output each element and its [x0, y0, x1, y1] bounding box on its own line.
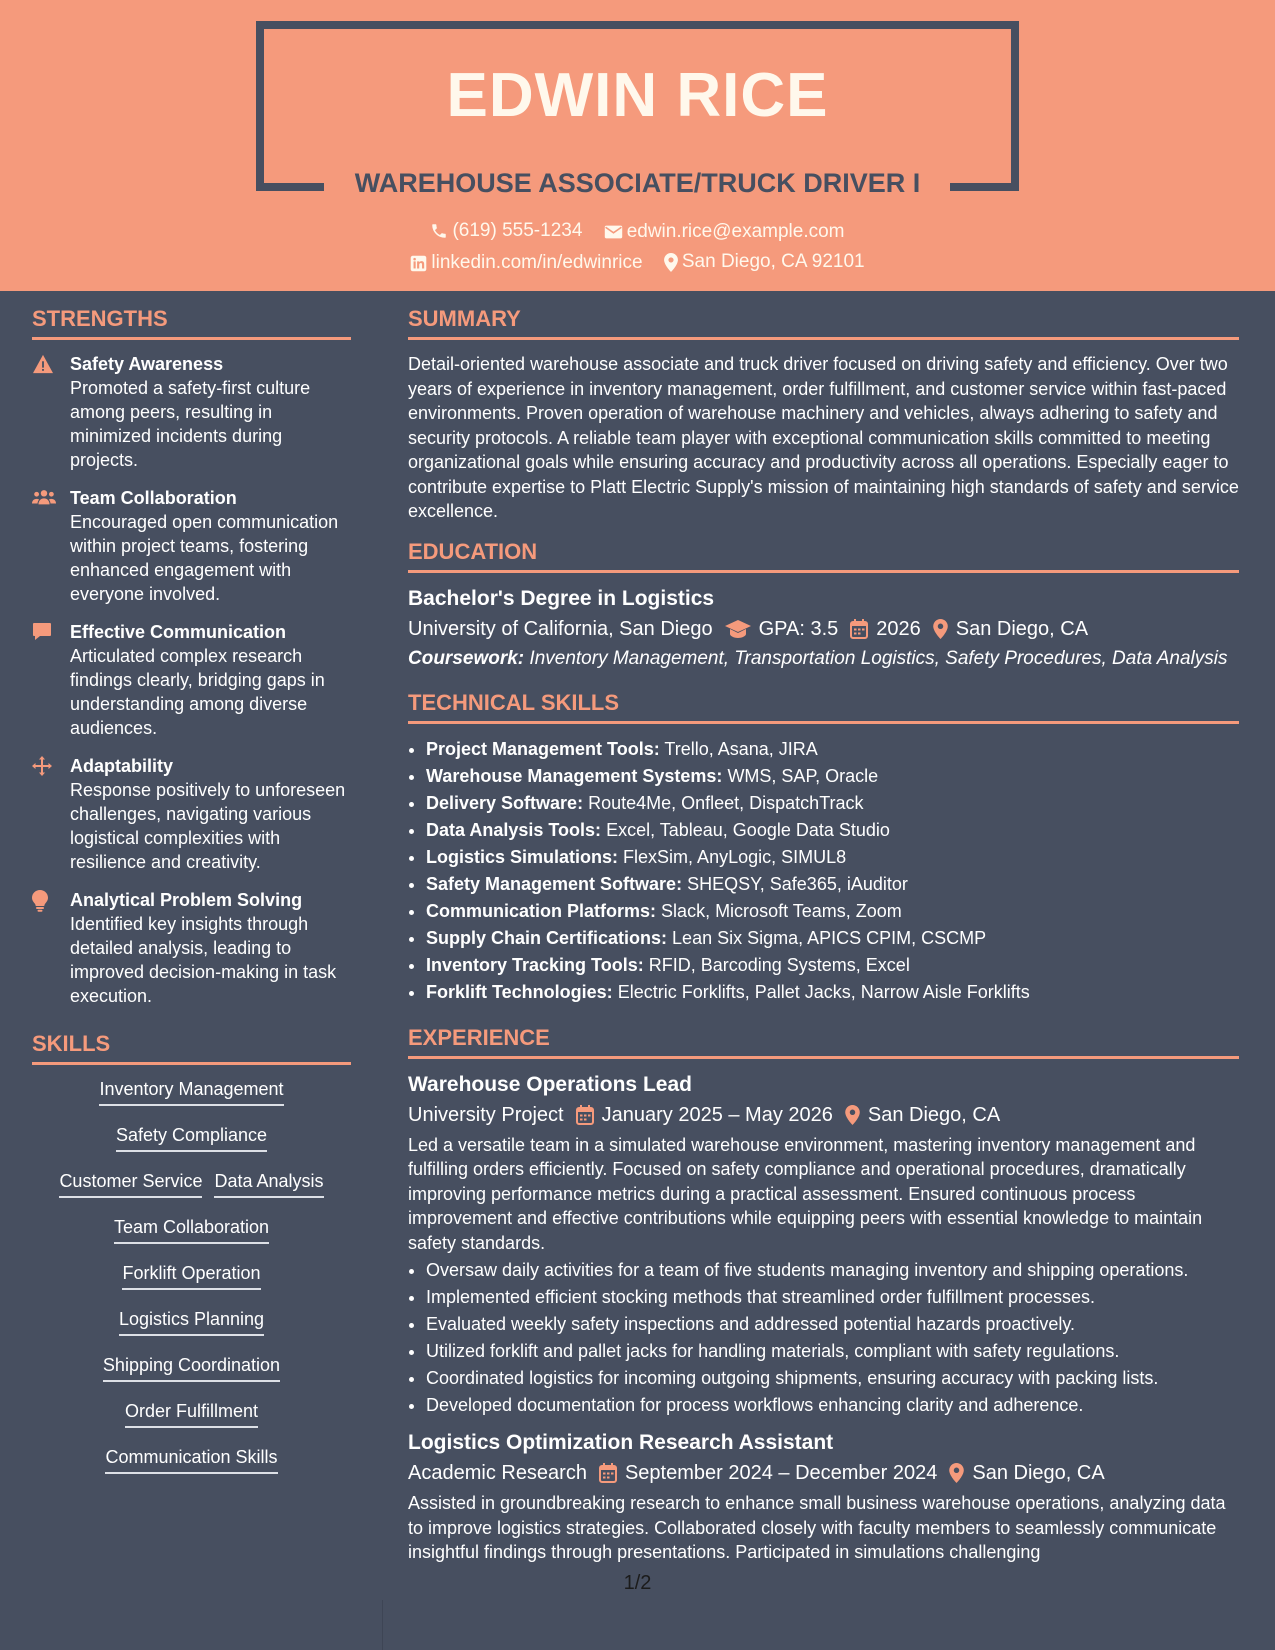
job-meta — [408, 1101, 1239, 1129]
skill-tag: Forklift Operation — [122, 1261, 260, 1290]
skill-tag: Communication Skills — [105, 1445, 277, 1474]
strength-description: Promoted a safety-first culture among peers, resulting in minimized incidents during projects. — [70, 378, 311, 470]
skill-values: Lean Six Sigma, APICS CPIM, CSCMP — [672, 927, 987, 948]
skill-values: Excel, Tableau, Google Data Studio — [606, 819, 890, 840]
skill-values: WMS, SAP, Oracle — [727, 765, 879, 786]
lightbulb-icon — [32, 890, 48, 912]
skill-category: Project Management Tools: — [426, 738, 660, 759]
warning-icon — [32, 354, 54, 374]
calendar-icon — [599, 1463, 617, 1483]
list-item — [426, 790, 1239, 817]
contact-row — [0, 251, 1275, 278]
skill-category: Warehouse Management Systems: — [426, 765, 723, 786]
job-dates: January 2025 – May 2026 — [601, 1103, 833, 1126]
list-item: • Oversaw daily activities for a team of five students managing inventory and shipping operations. — [426, 1257, 1239, 1284]
graduation-cap-icon — [725, 620, 751, 638]
job-meta — [408, 1459, 1239, 1487]
comment-icon — [32, 622, 52, 642]
skill-values: RFID, Barcoding Systems, Excel — [648, 954, 910, 975]
skills-list — [32, 1077, 351, 1474]
strength-item — [32, 620, 351, 740]
list-item: • Utilized forklift and pallet jacks for handling materials, compliant with safety regulations. — [426, 1338, 1239, 1365]
email-item[interactable] — [604, 221, 845, 243]
job-location: San Diego, CA — [972, 1462, 1105, 1484]
job-organization: Academic Research — [408, 1462, 587, 1484]
header-frame — [256, 21, 1019, 29]
list-item — [426, 763, 1239, 790]
experience-heading: EXPERIENCE — [408, 1024, 1239, 1059]
school-name: University of California, San Diego — [408, 617, 713, 640]
education-location: San Diego, CA — [955, 617, 1089, 640]
list-item — [426, 736, 1239, 763]
job-entry — [408, 1429, 1239, 1565]
list-item: • Developed documentation for process workflows enhancing clarity and adherence. — [426, 1392, 1239, 1419]
job-dates: September 2024 – December 2024 — [624, 1462, 938, 1484]
list-item: • Evaluated weekly safety inspections and addressed potential hazards proactively. — [426, 1311, 1239, 1338]
education-meta — [408, 615, 1239, 643]
map-pin-icon — [845, 1105, 860, 1125]
users-icon — [32, 488, 56, 506]
contact-row — [0, 220, 1275, 246]
list-item — [426, 952, 1239, 979]
arrows-icon — [32, 756, 52, 776]
skill-category: Data Analysis Tools: — [426, 819, 602, 840]
strength-description: Identified key insights through detailed analysis, leading to improved decision-making in task execution. — [70, 914, 337, 1006]
job-position: Logistics Optimization Research Assistant — [408, 1431, 834, 1454]
candidate-name: EDWIN RICE — [446, 61, 829, 130]
list-item: • Coordinated logistics for incoming outgoing shipments, ensuring accuracy with packing lists. — [426, 1365, 1239, 1392]
graduation-year: 2026 — [876, 617, 921, 640]
map-pin-icon — [933, 619, 948, 639]
strength-title: Safety Awareness — [70, 354, 224, 374]
skill-tag: Order Fulfillment — [125, 1399, 258, 1428]
job-bullets — [408, 1257, 1239, 1419]
resume-header — [0, 0, 1275, 291]
location-text: San Diego, CA 92101 — [681, 251, 865, 272]
skills-heading: SKILLS — [32, 1030, 351, 1065]
strength-item — [32, 486, 351, 606]
list-item — [426, 817, 1239, 844]
coursework-list: Inventory Management, Transportation Logistics, Safety Procedures, Data Analysis — [529, 647, 1228, 669]
summary-text: Detail-oriented warehouse associate and truck driver focused on driving safety and efficiency. Over two years of experience in inventory management, order fulfillment, and customer service within fast-paced environments. Proven operation of warehouse machinery and vehicles, always adhering to safety and security protocols. A reliable team player with exceptional communication skills committed to meeting organizational goals while ensuring accuracy and productivity across all operations. Especially eager to contribute expertise to Platt Electric Supply's mission of maintaining high standards of safety and service excellence. — [408, 354, 1239, 521]
map-pin-icon — [949, 1463, 964, 1483]
list-item — [426, 844, 1239, 871]
education-heading: EDUCATION — [408, 538, 1239, 573]
page-number: 1/2 — [623, 1572, 652, 1594]
strength-description: Articulated complex research findings clearly, bridging gaps in understanding among diverse audiences. — [70, 646, 325, 738]
skill-tag: Team Collaboration — [114, 1215, 269, 1244]
right-column — [408, 305, 1239, 1575]
email-text: edwin.rice@example.com — [626, 221, 845, 242]
skill-category: Communication Platforms: — [426, 900, 657, 921]
strength-description: Response positively to unforeseen challenges, navigating various logistical complexities with resilience and creativity. — [70, 780, 346, 872]
skill-values: Trello, Asana, JIRA — [664, 738, 818, 759]
skill-tag: Safety Compliance — [116, 1123, 267, 1152]
technical-skills-list — [408, 736, 1239, 1006]
skill-values: Slack, Microsoft Teams, Zoom — [661, 900, 902, 921]
skill-values: Electric Forklifts, Pallet Jacks, Narrow Aisle Forklifts — [617, 981, 1030, 1002]
list-item — [426, 898, 1239, 925]
job-position: Warehouse Operations Lead — [408, 1072, 692, 1096]
strengths-heading: STRENGTHS — [32, 305, 351, 340]
strength-title: Adaptability — [70, 756, 174, 776]
column-divider — [382, 1600, 383, 1650]
skill-tag: Shipping Coordination — [103, 1353, 280, 1382]
skill-values: FlexSim, AnyLogic, SIMUL8 — [623, 846, 847, 867]
strength-description: Encouraged open communication within project teams, fostering enhanced engagement with everyone involved. — [70, 512, 339, 604]
list-item: • Implemented efficient stocking methods that streamlined order fulfillment processes. — [426, 1284, 1239, 1311]
strength-item — [32, 888, 351, 1008]
job-title: WAREHOUSE ASSOCIATE/TRUCK DRIVER I — [354, 168, 921, 198]
skill-category: Delivery Software: — [426, 792, 584, 813]
job-description: Led a versatile team in a simulated warehouse environment, mastering inventory management and fulfilling orders efficiently. Focused on safety compliance and operational procedures, dramatically improving performance metrics during a practical assessment. Ensured continuous process improvement and effective contributions while equipping peers with essential knowledge to maintain safety standards. — [408, 1134, 1203, 1253]
linkedin-text: linkedin.com/in/edwinrice — [431, 252, 643, 273]
strength-title: Effective Communication — [70, 622, 287, 642]
phone-item — [430, 220, 582, 242]
linkedin-icon — [410, 255, 427, 272]
skill-tag: Logistics Planning — [119, 1307, 264, 1336]
skill-category: Logistics Simulations: — [426, 846, 619, 867]
job-entry — [408, 1071, 1239, 1420]
job-description: Assisted in groundbreaking research to enhance small business warehouse operations, analyzing data to improve logistics strategies. Collaborated closely with faculty members to seamlessly communicate insightful findings through presentations. Participated in simulations challenging — [408, 1493, 1226, 1562]
skill-values: SHEQSY, Safe365, iAuditor — [687, 873, 908, 894]
summary-heading: SUMMARY — [408, 305, 1239, 340]
job-location: San Diego, CA — [867, 1103, 1001, 1126]
map-pin-icon — [664, 253, 678, 272]
skill-tag: Data Analysis — [214, 1169, 323, 1198]
degree-title: Bachelor's Degree in Logistics — [408, 586, 715, 610]
skill-values: Route4Me, Onfleet, DispatchTrack — [588, 792, 864, 813]
coursework-label: Coursework: — [408, 647, 525, 669]
technical-skills-heading: TECHNICAL SKILLS — [408, 689, 1239, 724]
skill-category: Inventory Tracking Tools: — [426, 954, 644, 975]
skill-tag: Inventory Management — [99, 1077, 283, 1106]
list-item — [426, 979, 1239, 1006]
list-item — [426, 871, 1239, 898]
strength-title: Team Collaboration — [70, 488, 237, 508]
skill-category: Forklift Technologies: — [426, 981, 613, 1002]
skill-tag: Customer Service — [59, 1169, 202, 1198]
calendar-icon — [850, 619, 868, 639]
left-column — [32, 305, 351, 1491]
job-organization: University Project — [408, 1103, 564, 1126]
linkedin-item[interactable] — [410, 252, 642, 274]
coursework — [408, 647, 1239, 671]
phone-text: (619) 555-1234 — [452, 220, 583, 241]
gpa-value: GPA: 3.5 — [758, 617, 839, 640]
skill-category: Supply Chain Certifications: — [426, 927, 668, 948]
envelope-icon — [604, 224, 623, 240]
skill-category: Safety Management Software: — [426, 873, 683, 894]
strength-item — [32, 754, 351, 874]
list-item — [426, 925, 1239, 952]
calendar-icon — [576, 1105, 594, 1125]
strength-title: Analytical Problem Solving — [70, 890, 303, 910]
phone-icon — [430, 222, 448, 240]
location-item — [664, 251, 865, 273]
strength-item — [32, 352, 351, 472]
